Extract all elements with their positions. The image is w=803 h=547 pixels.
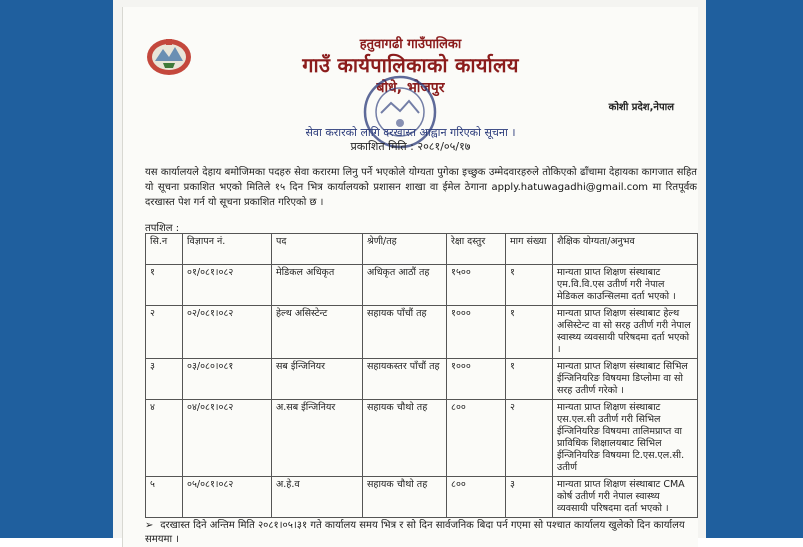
deadline-note: [145, 519, 697, 547]
office-name: गाउँ कार्यपालिकाको कार्यालय: [302, 53, 519, 77]
notice-body: [145, 165, 697, 210]
col-header-level: श्रेणी/तह: [363, 234, 447, 265]
cell-sn: २: [146, 306, 183, 359]
cell-fee: १०००: [447, 359, 506, 400]
cell-qualification: मान्यता प्राप्त शिक्षण संस्थाबाट हेल्थ असिस्टेन्ट वा सो सरह उतीर्ण गरी नेपाल स्वास्थ्य व्यवसायी परिषदमा दर्ता भएको ।: [553, 306, 698, 359]
cell-demand: ३: [506, 477, 553, 518]
col-header-demand: माग संख्या: [506, 234, 553, 265]
cell-demand: १: [506, 265, 553, 306]
background-right: [706, 0, 803, 538]
document-sheet: [122, 7, 698, 547]
table-row: [146, 400, 698, 477]
arrow-bullet-icon: ➢: [145, 520, 154, 531]
col-header-post: पद: [272, 234, 363, 265]
col-header-adv: विज्ञापन नं.: [183, 234, 272, 265]
cell-sn: १: [146, 265, 183, 306]
deadline-text: दरखास्त दिने अन्तिम मिति २०८१।०५।३१ गते कार्यालय समय भित्र र सो दिन सार्वजनिक बिदा पर्न गएमा सो पश्चात कार्यालय खुलेको दिन कार्यालय समयमा ।: [145, 520, 685, 545]
province-name: कोशी प्रदेश,नेपाल: [608, 102, 674, 113]
cell-sn: ४: [146, 400, 183, 477]
table-row: [146, 359, 698, 400]
cell-level: सहायक चौथो तह: [363, 400, 447, 477]
cell-level: सहायक पाँचौं तह: [363, 306, 447, 359]
cell-post: सब ईन्जिनियर: [272, 359, 363, 400]
cell-demand: २: [506, 400, 553, 477]
cell-adv: ०४/०८१।०८२: [183, 400, 272, 477]
cell-qualification: मान्यता प्राप्त शिक्षण संस्थाबाट सिभिल ईन्जिनियरिङ विषयमा डिप्लोमा वा सो सरह उतीर्ण गरेको ।: [553, 359, 698, 400]
cell-adv: ०१/०८१।०८२: [183, 265, 272, 306]
cell-adv: ०३/०८०।०८१: [183, 359, 272, 400]
notice-title: सेवा करारको लागि दरखास्त आह्वान गरिएको सूचना ।: [305, 126, 516, 139]
table-row: [146, 477, 698, 518]
municipality-name: हतुवागढी गाउँपालिका: [359, 37, 462, 52]
cell-post: अ.सब ईन्जिनियर: [272, 400, 363, 477]
cell-post: हेल्थ असिस्टेन्ट: [272, 306, 363, 359]
table-header-row: [146, 234, 698, 265]
cell-demand: १: [506, 359, 553, 400]
notice-paragraph: यस कार्यालयले देहाय बमोजिमका पदहरु सेवा करारमा लिनु पर्ने भएकोले योग्यता पुगेका इच्छुक उम्मेदवारहरुले तोकिएको ढाँचामा देहायका कागजात सहित यो सूचना प्रकाशित भएको मितिले १५ दिन भित्र कार्यालयको प्रशासन शाखा वा ईमेल ठेगाना: [145, 167, 697, 193]
cell-level: सहायक चौथो तह: [363, 477, 447, 518]
cell-sn: ५: [146, 477, 183, 518]
cell-fee: १०००: [447, 306, 506, 359]
cell-fee: ८००: [447, 477, 506, 518]
notice-paragraph-end: मा रितपूर्वक दरखास्त पेश गर्न यो सूचना प्रकाशित गरिएको छ ।: [145, 182, 697, 208]
email-address: apply.hatuwagadhi@gmail.com: [491, 182, 649, 193]
col-header-fee: रेक्षा दस्तुर: [447, 234, 506, 265]
col-header-sn: सि.न: [146, 234, 183, 265]
cell-adv: ०२/०८१।०८२: [183, 306, 272, 359]
table-row: [146, 265, 698, 306]
cell-demand: १: [506, 306, 553, 359]
cell-sn: ३: [146, 359, 183, 400]
cell-qualification: मान्यता प्राप्त शिक्षण संस्थाबाट CMA कोर्ष उतीर्ण गरी नेपाल स्वास्थ्य व्यवसायी परिषदमा दर्ता भएको ।: [553, 477, 698, 518]
office-location: बोधे, भोजपुर: [376, 80, 445, 96]
table-row: [146, 306, 698, 359]
col-header-qualification: शैक्षिक योग्यता/अनुभव: [553, 234, 698, 265]
cell-level: अधिकृत आठौं तह: [363, 265, 447, 306]
background-left: [0, 0, 113, 538]
document-page: [113, 0, 706, 545]
cell-qualification: मान्यता प्राप्त शिक्षण संस्थाबाट एम.वि.वि.एस उतीर्ण गरी नेपाल मेडिकल काउन्सिलमा दर्ता भएको ।: [553, 265, 698, 306]
published-date: प्रकाशित मिति : २०८१/०५/१७: [350, 140, 471, 153]
table-caption: तपशिल :: [145, 223, 180, 234]
vacancy-table: [145, 233, 698, 518]
cell-fee: ८००: [447, 400, 506, 477]
cell-adv: ०५/०८१।०८२: [183, 477, 272, 518]
cell-level: सहायकस्तर पाँचौं तह: [363, 359, 447, 400]
cell-qualification: मान्यता प्राप्त शिक्षण संस्थाबाट एस.एल.सी उतीर्ण गरी सिभिल ईन्जिनियरिङ विषयमा तालिमप्राप्त वा प्राविधिक शिक्षालयबाट सिभिल ईन्जिनियरिङ विषयमा टि.एस.एल.सी. उतीर्ण: [553, 400, 698, 477]
cell-fee: १५००: [447, 265, 506, 306]
cell-post: अ.हे.व: [272, 477, 363, 518]
cell-post: मेडिकल अधिकृत: [272, 265, 363, 306]
